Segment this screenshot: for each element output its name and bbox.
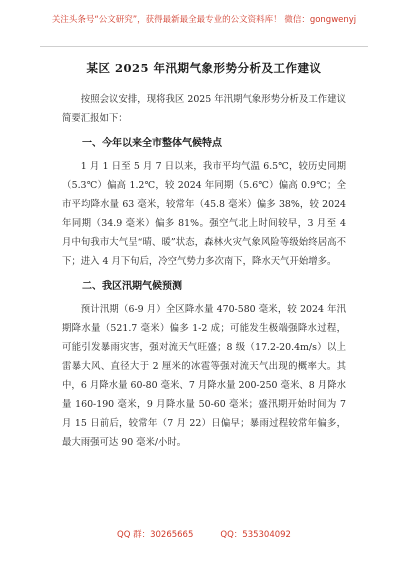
footer-contact — [0, 528, 408, 540]
header-note: 关注头条号“公文研究”，获得最新最全最专业的公文资料库！ 微信：gongwenyj — [51, 15, 357, 25]
header-divider — [40, 46, 368, 47]
document-title: 某区 2025 年汛期气象形势分析及工作建议 — [86, 61, 322, 75]
section-2-paragraph: 预计汛期（6-9 月）全区降水量 470-580 毫米，较 2024 年汛期降水量（521.7 毫米）偏多 1-2 成；可能发生极端强降水过程，可能引发暴雨灾害，强对流天气旺盛；8 级（17.2-20.4m/s）以上雷暴大风、直径大于 2 厘米的冰雹等强对流天气出现的概率大。其中，6 月降水量 60-80 毫米、7 月降水量 200-250 毫米、8 月降水量 160-190 毫米，9 月降水量 50-60 毫米；盛汛期开始时间为 7 月 15 日前后，较常年（7 月 22）日偏早；暴雨过程较常年偏多，最大雨强可达 90 毫米/小时。 — [62, 304, 346, 448]
section-heading-2: 二、我区汛期气候预测 — [82, 281, 182, 292]
section-heading-1: 一、今年以来全市整体气候特点 — [82, 138, 222, 149]
intro-paragraph: 按照会议安排，现将我区 2025 年汛期气象形势分析及工作建议简要汇报如下： — [62, 94, 346, 124]
footer-qq-group: QQ 群：30265665 — [117, 530, 194, 540]
document-body — [62, 90, 346, 452]
section-1-paragraph: 1 月 1 日至 5 月 7 日以来，我市平均气温 6.5℃，较历史同期（5.3℃）偏高 1.2℃，较 2024 年同期（5.6℃）偏高 0.9℃；全市平均降水量 63 毫米，较常年（45.8 毫米）偏多 38%，较 2024 年同期（34.9 毫米）偏多 81%。强空气北上时间较早，3 月至 4 月中旬我市大气呈“晴、暖”状态，森林火灾气象风险等级始终居高不下；进入 4 月下旬后，冷空气势力多次南下，降水天气开始增多。 — [62, 161, 346, 267]
footer-qq: QQ：535304092 — [220, 530, 291, 540]
